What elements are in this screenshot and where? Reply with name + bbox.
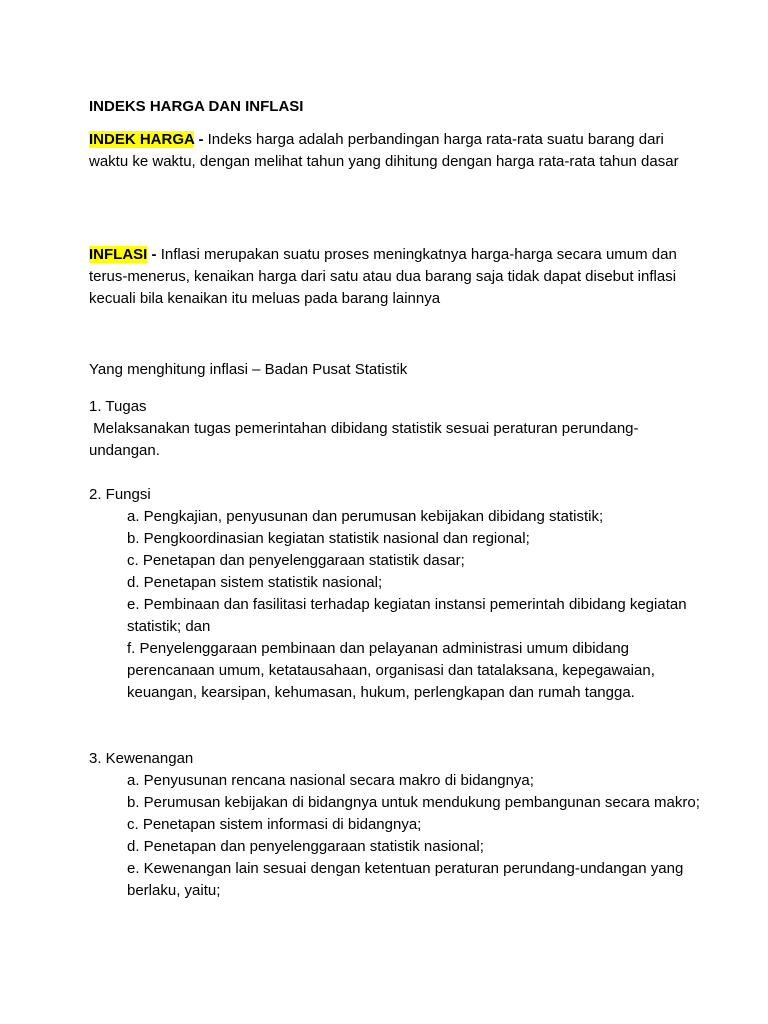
list-item: c. Penetapan sistem informasi di bidangnya; [127,816,422,833]
term-separator: - [194,131,208,148]
list-item: a. Pengkajian, penyusunan dan perumusan kebijakan dibidang statistik; [127,508,604,525]
list-item: a. Penyusunan rencana nasional secara makro di bidangnya; [127,772,534,789]
term-separator: - [147,246,161,263]
section-heading: 2. Fungsi [89,486,151,503]
definition-indeks-harga [89,129,704,173]
section-heading: 1. Tugas [89,398,147,415]
term-highlight: INDEK HARGA [89,131,195,148]
section-fungsi [89,484,704,704]
section-heading: 3. Kewenangan [89,750,194,767]
list-item: d. Penetapan sistem statistik nasional; [127,574,383,591]
list-item: c. Penetapan dan penyelenggaraan statistik dasar; [127,552,465,569]
list-item: b. Pengkoordinasian kegiatan statistik nasional dan regional; [127,530,530,547]
section-tugas [89,396,704,462]
list-item: b. Perumusan kebijakan di bidangnya untuk mendukung pembangunan secara makro; [127,794,700,811]
list-item: e. Kewenangan lain sesuai dengan ketentuan peraturan perundang-undangan yang berlaku, yaitu; [127,860,684,899]
list-item: f. Penyelenggaraan pembinaan dan pelayanan administrasi umum dibidang perencanaan umum, ketatausahaan, organisasi dan tatalaksana, kepegawaian, keuangan, kearsipan, kehumasan, hukum, perlengkapan dan rumah tangga. [127,640,655,701]
list-item: e. Pembinaan dan fasilitasi terhadap kegiatan instansi pemerintah dibidang kegiatan statistik; dan [127,596,687,635]
term-highlight: INFLASI [89,246,148,263]
section-kewenangan [89,748,704,902]
intro-line: Yang menghitung inflasi – Badan Pusat Statistik [89,361,408,378]
document-title: INDEKS HARGA DAN INFLASI [89,98,304,115]
list-item: d. Penetapan dan penyelenggaraan statistik nasional; [127,838,484,855]
definition-text: Inflasi merupakan suatu proses meningkatnya harga-harga secara umum dan terus-menerus, kenaikan harga dari satu atau dua barang saja tidak dapat disebut inflasi kecuali bila kenaikan itu meluas pada barang lainnya [89,246,677,307]
definition-inflasi [89,244,704,310]
section-text: Melaksanakan tugas pemerintahan dibidang statistik sesuai peraturan perundang-undangan. [89,420,639,459]
definition-text: Indeks harga adalah perbandingan harga rata-rata suatu barang dari waktu ke waktu, dengan melihat tahun yang dihitung dengan harga rata-rata tahun dasar [89,131,679,170]
